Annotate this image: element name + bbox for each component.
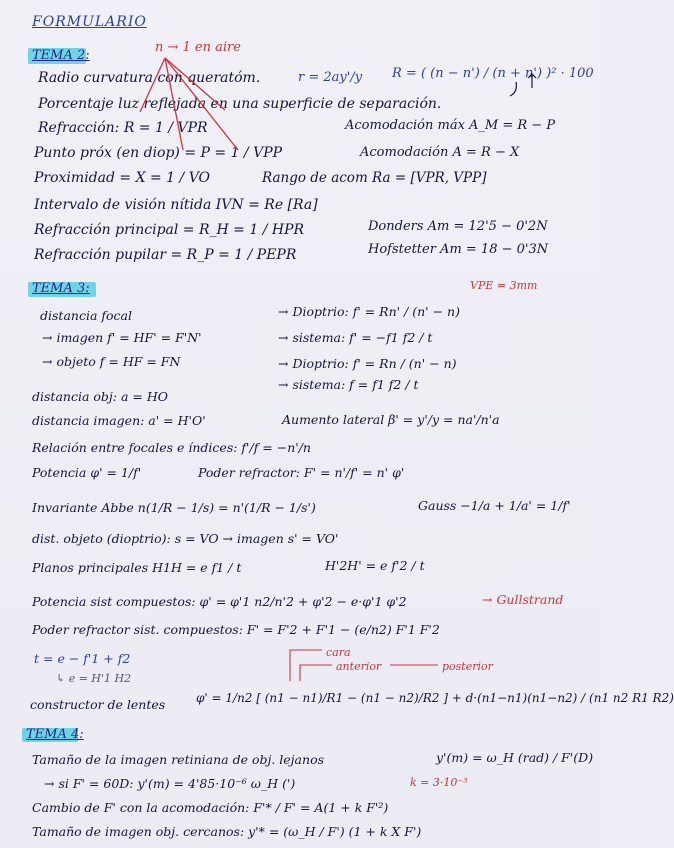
t3-relacion-focales: Relación entre focales e índices: f'/f = −n'/n	[32, 440, 311, 455]
t3-gullstrand: → Gullstrand	[482, 592, 564, 607]
t4-tamano-imagen-lejanos: Tamaño de la imagen retiniana de obj. lejanos	[32, 752, 325, 767]
t3-vpe: VPE = 3mm	[470, 279, 538, 292]
t2-formula-R: R = ( (n − n') / (n + n') )² · 100	[392, 66, 594, 81]
t3-poder-refractor: Poder refractor: F' = n'/f' = n' φ'	[198, 465, 405, 480]
t3-sistema-f: → sistema: f = f1 f2 / t	[278, 377, 419, 392]
section-label-t2: TEMA 2:	[32, 48, 90, 63]
t3-sistema-fprime: → sistema: f' = −f1 f2 / t	[278, 330, 433, 345]
t3-invariante-abbe: Invariante Abbe n(1/R − 1/s) = n'(1/R − 1/s')	[32, 500, 316, 515]
t3-distancia-obj: distancia obj: a = HO	[32, 389, 168, 404]
t3-objeto: → objeto f = HF = FN	[42, 354, 181, 369]
t3-posterior: posterior	[442, 660, 493, 673]
t3-distancia-focal: distancia focal	[40, 308, 132, 323]
t2-hofstetter: Hofstetter Am = 18 − 0'3N	[368, 242, 549, 257]
t2-refraccion-principal: Refracción principal = R_H = 1 / HPR	[34, 222, 305, 238]
t4-cambio-F: Cambio de F' con la acomodación: F'* / F' = A(1 + k F'²)	[32, 800, 389, 815]
t3-planos-principales-2: H'2H' = e f'2 / t	[325, 558, 425, 573]
t3-dist-objeto-dioptrio: dist. objeto (dioptrio): s = VO → imagen s' = VO'	[32, 531, 339, 546]
t2-intervalo-vision: Intervalo de visión nítida IVN = Re [Ra]	[34, 197, 318, 213]
t4-tamano-cercanos: Tamaño de imagen obj. cercanos: y'* = (ω_H / F') (1 + k X F')	[32, 824, 422, 839]
section-label-t4: TEMA 4:	[26, 727, 84, 742]
note-n-aire: n → 1 en aire	[155, 40, 241, 55]
t2-acomodacion-max: Acomodación máx A_M = R − P	[345, 118, 556, 133]
section-label-t3: TEMA 3:	[32, 281, 90, 296]
t3-poder-refractor-compuestos: Poder refractor sist. compuestos: F' = F'2 + F'1 − (e/n2) F'1 F'2	[32, 622, 440, 637]
t2-refraccion: Refracción: R = 1 / VPR	[38, 120, 208, 136]
t2-radio-curvatura: Radio curvatura con queratóm.	[38, 70, 261, 86]
t2-acomodacion: Acomodación A = R − X	[360, 145, 520, 160]
t3-dioptrio-f: → Dioptrio: f' = Rn / (n' − n)	[278, 356, 457, 371]
t3-t-formula: t = e − f'1 + f2	[34, 651, 131, 666]
t4-formula-y: y'(m) = ω_H (rad) / F'(D)	[436, 750, 594, 765]
t3-cara: cara	[326, 646, 351, 659]
t3-planos-principales: Planos principales H1H = e f1 / t	[32, 560, 242, 575]
t3-potencia-compuestos: Potencia sist compuestos: φ' = φ'1 n2/n'2 + φ'2 − e·φ'1 φ'2	[32, 594, 407, 609]
t3-aumento-lateral: Aumento lateral β' = y'/y = na'/n'a	[282, 412, 500, 427]
t3-dioptrio-fprime: → Dioptrio: f' = Rn' / (n' − n)	[278, 304, 460, 319]
t3-distancia-imagen: distancia imagen: a' = H'O'	[32, 413, 206, 428]
t3-constructor-lentes: constructor de lentes	[30, 697, 166, 712]
t2-punto-prox: Punto próx (en diop) = P = 1 / VPP	[34, 145, 283, 161]
t3-anterior: anterior	[336, 660, 382, 673]
t3-gauss: Gauss −1/a + 1/a' = 1/f'	[418, 498, 571, 513]
t2-formula-r: r = 2ay'/y	[298, 70, 363, 85]
t2-refraccion-pupilar: Refracción pupilar = R_P = 1 / PEPR	[34, 247, 297, 263]
t4-si-F60: → si F' = 60D: y'(m) = 4'85·10⁻⁶ ω_H (')	[44, 776, 296, 791]
t3-potencia: Potencia φ' = 1/f'	[32, 465, 142, 480]
t4-k: k = 3·10⁻³	[410, 776, 468, 789]
t3-constructor-formula: φ' = 1/n2 [ (n1 − n1)/R1 − (n1 − n2)/R2 ] + d·(n1−n1)(n1−n2) / (n1 n2 R1 R2)	[196, 691, 674, 705]
t2-donders: Donders Am = 12'5 − 0'2N	[368, 219, 548, 234]
t3-imagen: → imagen f' = HF' = F'N'	[42, 330, 202, 345]
page-title: FORMULARIO	[32, 14, 147, 30]
t3-e-formula: ↳ e = H'1 H2	[56, 672, 132, 685]
t2-rango-acom: Rango de acom Ra = [VPR, VPP]	[262, 170, 487, 186]
t2-porcentaje-luz: Porcentaje luz reflejada en una superficie de separación.	[38, 96, 442, 112]
t2-proximidad: Proximidad = X = 1 / VO	[34, 170, 211, 186]
